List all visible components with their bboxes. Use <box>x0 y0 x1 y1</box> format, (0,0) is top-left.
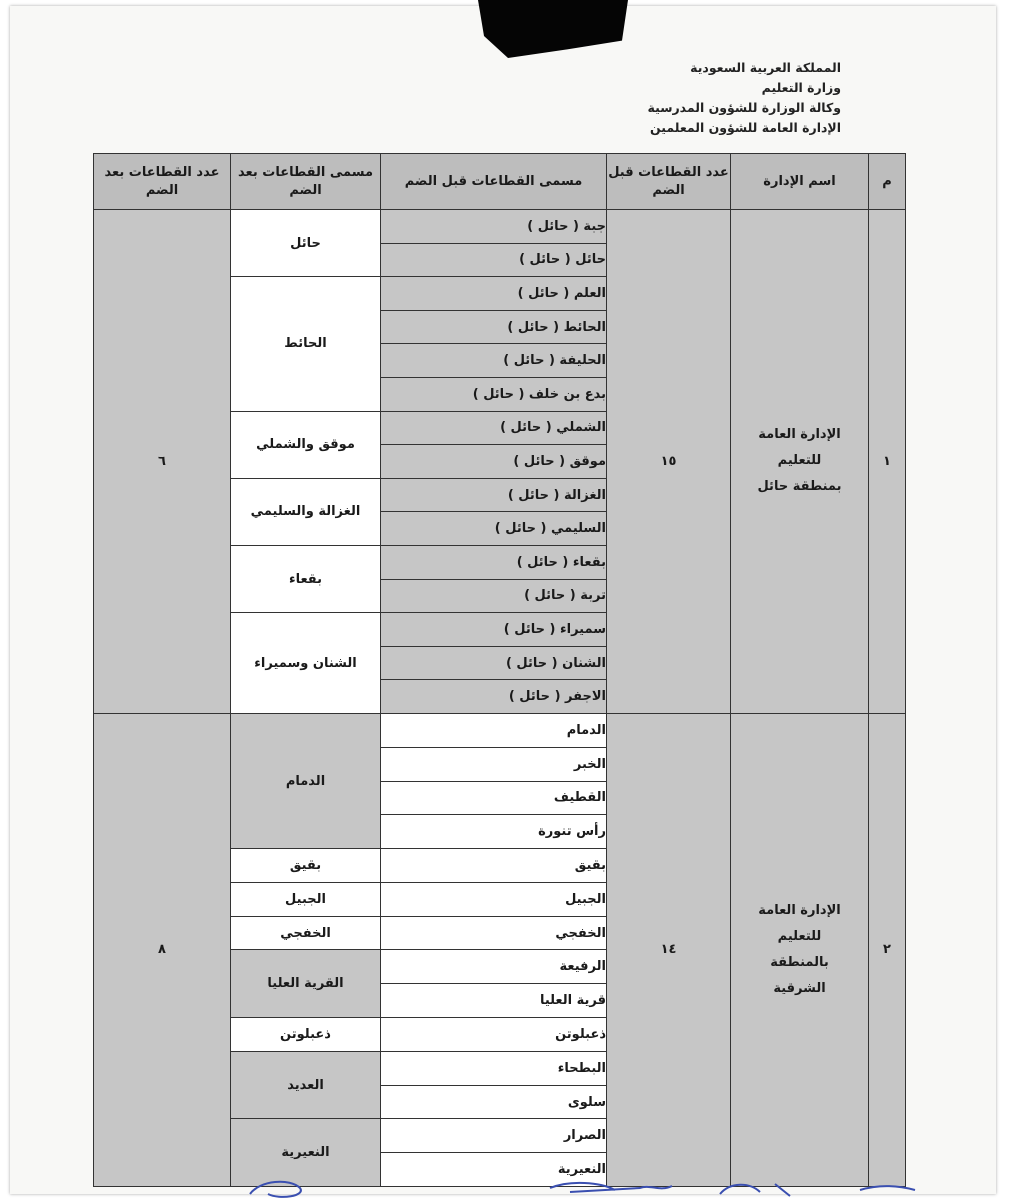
sector-before-cell: موقق ( حائل ) <box>381 445 607 479</box>
admin-name-cell: الإدارة العامة للتعليم بمنطقة حائل <box>731 210 869 714</box>
sector-before-cell: الحليفة ( حائل ) <box>381 344 607 378</box>
table-body <box>94 210 906 1187</box>
sector-after-cell: ذعبلوتن <box>231 1018 381 1052</box>
sector-before-cell: الصرار <box>381 1119 607 1153</box>
header-count-before: عدد القطاعات قبل الضم <box>607 154 731 210</box>
sector-after-cell: موقق والشملي <box>231 411 381 478</box>
sector-before-cell: بدع بن خلف ( حائل ) <box>381 377 607 411</box>
header-names-after: مسمى القطاعات بعد الضم <box>231 154 381 210</box>
sector-before-cell: السليمي ( حائل ) <box>381 512 607 546</box>
sector-after-cell: الجبيل <box>231 882 381 916</box>
table-header-row <box>94 154 906 210</box>
sector-before-cell: الخبر <box>381 747 607 781</box>
sector-before-cell: الدمام <box>381 713 607 747</box>
sector-before-cell: الحائط ( حائل ) <box>381 310 607 344</box>
table-row <box>94 713 906 747</box>
letterhead-line-agency: وكالة الوزارة للشؤون المدرسية <box>647 100 841 115</box>
sector-after-cell: العديد <box>231 1051 381 1119</box>
sector-before-cell: بقعاء ( حائل ) <box>381 545 607 579</box>
sector-before-cell: بقيق <box>381 849 607 883</box>
sector-after-cell: الخفجي <box>231 916 381 950</box>
sector-before-cell: قرية العليا <box>381 984 607 1018</box>
sector-before-cell: القطيف <box>381 781 607 815</box>
sector-before-cell: البطحاء <box>381 1051 607 1085</box>
sector-before-cell: سلوى <box>381 1085 607 1119</box>
count-before-cell: ١٤ <box>607 713 731 1186</box>
header-count-after: عدد القطاعات بعد الضم <box>94 154 231 210</box>
table-row <box>94 210 906 244</box>
count-after-cell: ٨ <box>94 713 231 1186</box>
sector-before-cell: الشملي ( حائل ) <box>381 411 607 445</box>
sector-before-cell: الغزالة ( حائل ) <box>381 478 607 512</box>
sector-after-cell: النعيرية <box>231 1119 381 1187</box>
sector-after-cell: حائل <box>231 210 381 277</box>
sector-before-cell: الرفيعة <box>381 950 607 984</box>
count-before-cell: ١٥ <box>607 210 731 714</box>
sector-before-cell: حائل ( حائل ) <box>381 243 607 277</box>
header-admin-name: اسم الإدارة <box>731 154 869 210</box>
row-number: ٢ <box>869 713 906 1186</box>
sector-after-cell: بقعاء <box>231 545 381 612</box>
header-names-before: مسمى القطاعات قبل الضم <box>381 154 607 210</box>
sector-before-cell: جبة ( حائل ) <box>381 210 607 244</box>
count-after-cell: ٦ <box>94 210 231 714</box>
sector-before-cell: الخفجي <box>381 916 607 950</box>
header-num: م <box>869 154 906 210</box>
sector-before-cell: النعيرية <box>381 1153 607 1187</box>
sectors-merge-table <box>93 153 906 1187</box>
letterhead-line-department: الإدارة العامة للشؤون المعلمين <box>649 120 841 135</box>
sector-before-cell: سميراء ( حائل ) <box>381 613 607 647</box>
sector-before-cell: الجبيل <box>381 882 607 916</box>
admin-name-cell: الإدارة العامة للتعليم بالمنطقة الشرقية <box>731 713 869 1186</box>
sector-after-cell: بقيق <box>231 849 381 883</box>
sector-after-cell: الحائط <box>231 277 381 411</box>
sector-after-cell: الشنان وسميراء <box>231 613 381 714</box>
row-number: ١ <box>869 210 906 714</box>
sector-before-cell: تربة ( حائل ) <box>381 579 607 613</box>
sector-after-cell: الغزالة والسليمي <box>231 478 381 545</box>
letterhead <box>581 58 841 138</box>
sector-before-cell: الشنان ( حائل ) <box>381 646 607 680</box>
sector-before-cell: رأس تنورة <box>381 815 607 849</box>
sector-before-cell: الاجفر ( حائل ) <box>381 680 607 714</box>
sector-before-cell: ذعبلوتن <box>381 1018 607 1052</box>
sector-after-cell: القرية العليا <box>231 950 381 1018</box>
sector-after-cell: الدمام <box>231 713 381 848</box>
letterhead-line-ministry: وزارة التعليم <box>761 80 841 95</box>
letterhead-line-kingdom: المملكة العربية السعودية <box>690 60 841 75</box>
sector-before-cell: العلم ( حائل ) <box>381 277 607 311</box>
signature-marks <box>220 1174 920 1200</box>
